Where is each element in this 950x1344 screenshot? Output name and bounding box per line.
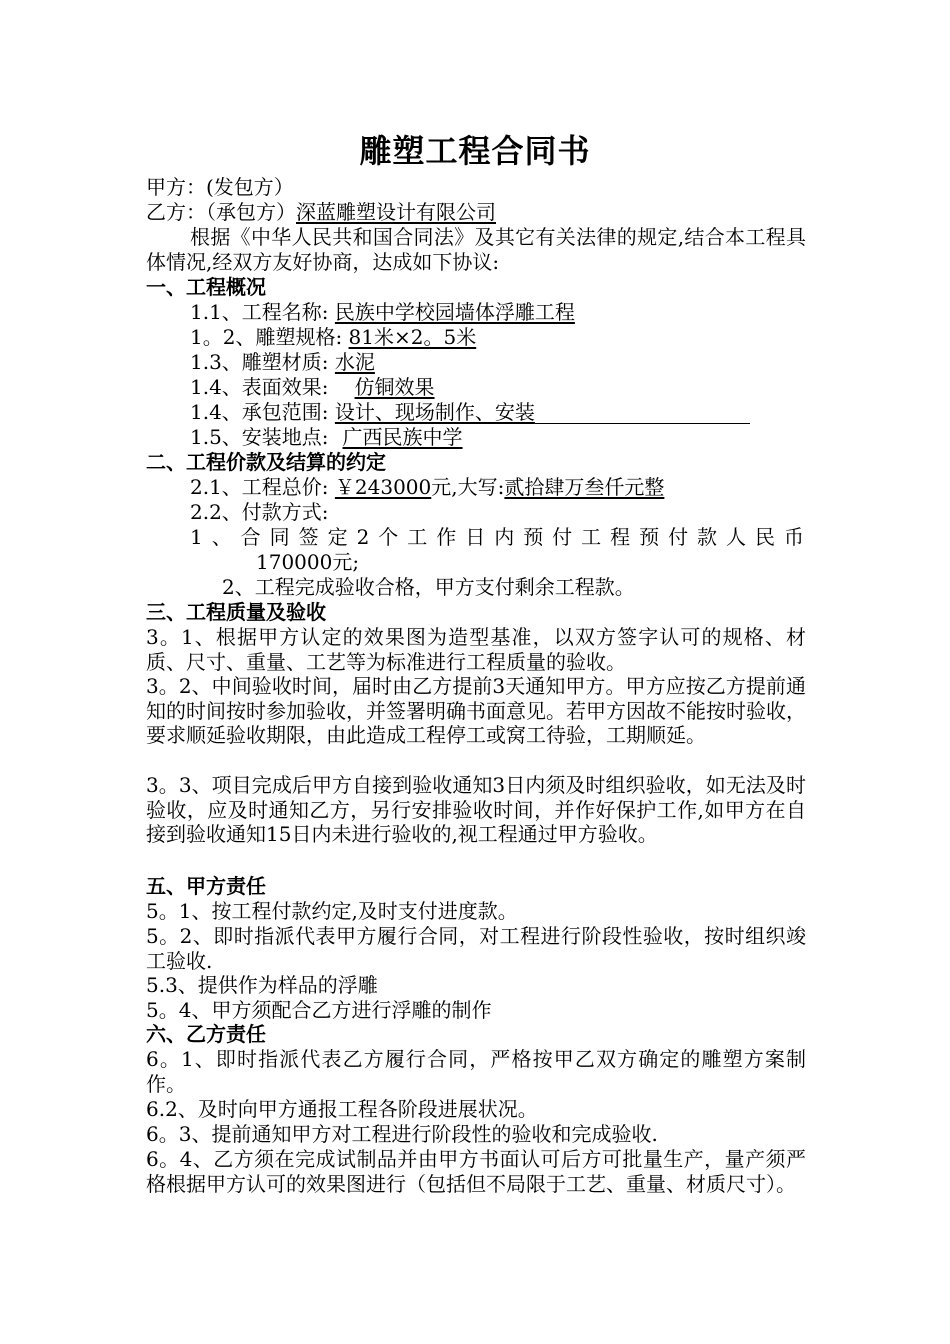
clause-3-2: 3。2、中间验收时间，届时由乙方提前3天通知甲方。甲方应按乙方提前通知的时间按时参加验收，并签署明确书面意见。若甲方因故不能按时验收，要求顺延验收期限，由此造成工程停工或窝工待验，工期顺延。	[146, 674, 806, 747]
total-price-value: ￥243000	[334, 475, 432, 499]
section-5-heading: 五、甲方责任	[146, 874, 266, 898]
project-name-line	[190, 300, 575, 324]
party-a-line: 甲方：(发包方）	[146, 175, 294, 199]
clause-3-3: 3。3、项目完成后甲方自接到验收通知3日内须及时组织验收，如无法及时验收，应及时通知乙方，另行安排验收时间，并作好保护工作,如甲方在自接到验收通知15日内未进行验收的,视工程通过甲方验收。	[146, 773, 806, 846]
party-b-name: 深蓝雕塑设计有限公司	[296, 200, 496, 224]
clause-6-2: 6.2、及时向甲方通报工程各阶段进展状况。	[146, 1097, 538, 1121]
clause-3-1: 3。1、根据甲方认定的效果图为造型基准，以双方签字认可的规格、材质、尺寸、重量、工艺等为标准进行工程质量的验收。	[146, 625, 806, 674]
payment-method-label: 2.2、付款方式:	[190, 500, 329, 524]
site-value: 广西民族中学	[342, 425, 463, 449]
site-label: 1.5、安装地点:	[190, 425, 329, 449]
party-b-label: 乙方：（承包方）	[146, 200, 296, 224]
project-name-label: 1.1、工程名称:	[190, 300, 329, 324]
site-line	[190, 425, 463, 449]
total-price-words: 贰拾肆万叁仟元整	[504, 475, 665, 499]
clause-5-2: 5。2、即时指派代表甲方履行合同，对工程进行阶段性验收，按时组织竣工验收.	[146, 924, 806, 973]
material-value: 水泥	[334, 350, 375, 374]
section-2-heading: 二、工程价款及结算的约定	[146, 450, 386, 474]
spec-label: 1。2、雕塑规格:	[190, 325, 343, 349]
payment-item-1: 1、合同签定2个工作日内预付工程预付款人民币	[190, 525, 804, 549]
intro-paragraph: 根据《中华人民共和国合同法》及其它有关法律的规定,结合本工程具体情况,经双方友好协商，达成如下协议:	[146, 225, 806, 274]
material-label: 1.3、雕塑材质:	[190, 350, 329, 374]
clause-6-1: 6。1、即时指派代表乙方履行合同，严格按甲乙双方确定的雕塑方案制作。	[146, 1047, 806, 1096]
total-price-line	[190, 475, 664, 499]
scope-line	[190, 400, 750, 424]
effect-line	[190, 375, 435, 399]
total-price-label: 2.1、工程总价:	[190, 475, 329, 499]
payment-item-2: 2、工程完成验收合格，甲方支付剩余工程款。	[222, 575, 635, 599]
project-name-value: 民族中学校园墙体浮雕工程	[334, 300, 575, 324]
clause-6-3: 6。3、提前通知甲方对工程进行阶段性的验收和完成验收.	[146, 1122, 658, 1146]
party-b-line	[146, 200, 496, 224]
spec-value: 81米×2。5米	[348, 325, 477, 349]
scope-label: 1.4、承包范围:	[190, 400, 329, 424]
total-price-mid: 元,大写:	[431, 475, 505, 499]
effect-value: 仿铜效果	[354, 375, 435, 399]
document-title: 雕塑工程合同书	[359, 132, 591, 170]
clause-5-1: 5。1、按工程付款约定,及时支付进度款。	[146, 899, 518, 923]
section-3-heading: 三、工程质量及验收	[146, 600, 326, 624]
payment-item-1-amount: 170000元;	[256, 550, 360, 574]
material-line	[190, 350, 375, 374]
effect-label: 1.4、表面效果:	[190, 375, 329, 399]
section-6-heading: 六、乙方责任	[146, 1022, 266, 1046]
spec-line	[190, 325, 476, 349]
clause-6-4: 6。4、乙方须在完成试制品并由甲方书面认可后方可批量生产，量产须严格根据甲方认可的效果图进行（包括但不局限于工艺、重量、材质尺寸）。	[146, 1147, 806, 1196]
clause-5-3: 5.3、提供作为样品的浮雕	[146, 973, 378, 997]
section-1-heading: 一、工程概况	[146, 275, 266, 299]
scope-blank-line	[535, 404, 750, 424]
clause-5-4: 5。4、甲方须配合乙方进行浮雕的制作	[146, 998, 492, 1022]
scope-value: 设计、现场制作、安装	[334, 400, 535, 424]
